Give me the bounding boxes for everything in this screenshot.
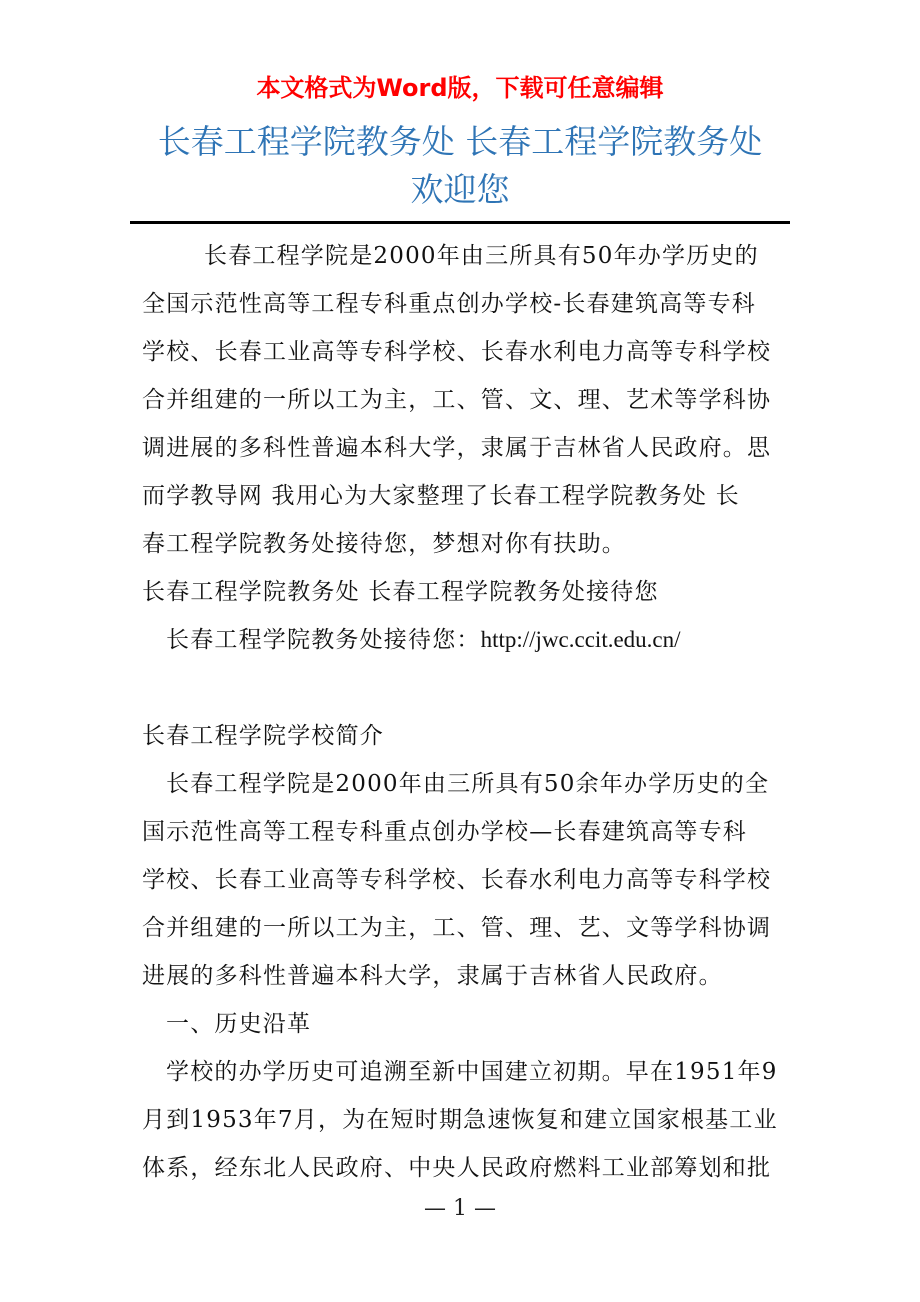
paragraph-line: 学校、长春工业高等专科学校、长春水利电力高等专科学校 bbox=[142, 867, 772, 893]
paragraph-line: 学校的办学历史可追溯至新中国建立初期。早在1951年9 bbox=[166, 1059, 778, 1085]
paragraph-line: 合并组建的一所以工为主，工、管、文、理、艺术等学科协 bbox=[142, 387, 772, 413]
paragraph-line: 而学教导网 我用心为大家整理了长春工程学院教务处 长 bbox=[142, 483, 740, 509]
title-divider bbox=[130, 221, 790, 224]
intro-paragraph bbox=[142, 232, 782, 568]
blank-line bbox=[142, 664, 782, 712]
word-format-banner: 本文格式为Word版，下载可任意编辑 bbox=[256, 74, 664, 102]
history-heading: 一、历史沿革 bbox=[166, 1011, 312, 1037]
paragraph-line: 春工程学院教务处接待您，梦想对你有扶助。 bbox=[142, 531, 626, 557]
document-title bbox=[0, 118, 920, 214]
paragraph-line: 合并组建的一所以工为主，工、管、理、艺、文等学科协调 bbox=[142, 915, 772, 941]
paragraph-line: 月到1953年7月，为在短时期急速恢复和建立国家根基工业 bbox=[142, 1107, 778, 1133]
url-line bbox=[142, 616, 782, 664]
title-line-1: 长春工程学院教务处 长春工程学院教务处 bbox=[157, 122, 763, 161]
website-link[interactable]: http://jwc.ccit.edu.cn/ bbox=[480, 627, 681, 652]
url-label: 长春工程学院教务处接待您： bbox=[166, 627, 481, 653]
document-body bbox=[142, 232, 782, 1192]
profile-paragraph bbox=[142, 760, 782, 1000]
paragraph-line: 全国示范性高等工程专科重点创办学校-长春建筑高等专科 bbox=[142, 291, 756, 317]
section-title: 长春工程学院学校简介 bbox=[142, 723, 384, 749]
paragraph-line: 长春工程学院是2000年由三所具有50年办学历史的 bbox=[204, 243, 759, 269]
subheading: 长春工程学院教务处 长春工程学院教务处接待您 bbox=[142, 579, 659, 605]
paragraph-line: 长春工程学院是2000年由三所具有50余年办学历史的全 bbox=[166, 771, 770, 797]
paragraph-line: 调进展的多科性普遍本科大学，隶属于吉林省人民政府。思 bbox=[142, 435, 772, 461]
paragraph-line: 国示范性高等工程专科重点创办学校—长春建筑高等专科 bbox=[142, 819, 747, 845]
history-paragraph bbox=[142, 1048, 782, 1192]
title-line-2: 欢迎您 bbox=[410, 170, 510, 209]
page-number: — 1 — bbox=[424, 1196, 496, 1221]
paragraph-line: 学校、长春工业高等专科学校、长春水利电力高等专科学校 bbox=[142, 339, 772, 365]
paragraph-line: 进展的多科性普遍本科大学，隶属于吉林省人民政府。 bbox=[142, 963, 723, 989]
paragraph-line: 体系，经东北人民政府、中央人民政府燃料工业部筹划和批 bbox=[142, 1155, 772, 1181]
